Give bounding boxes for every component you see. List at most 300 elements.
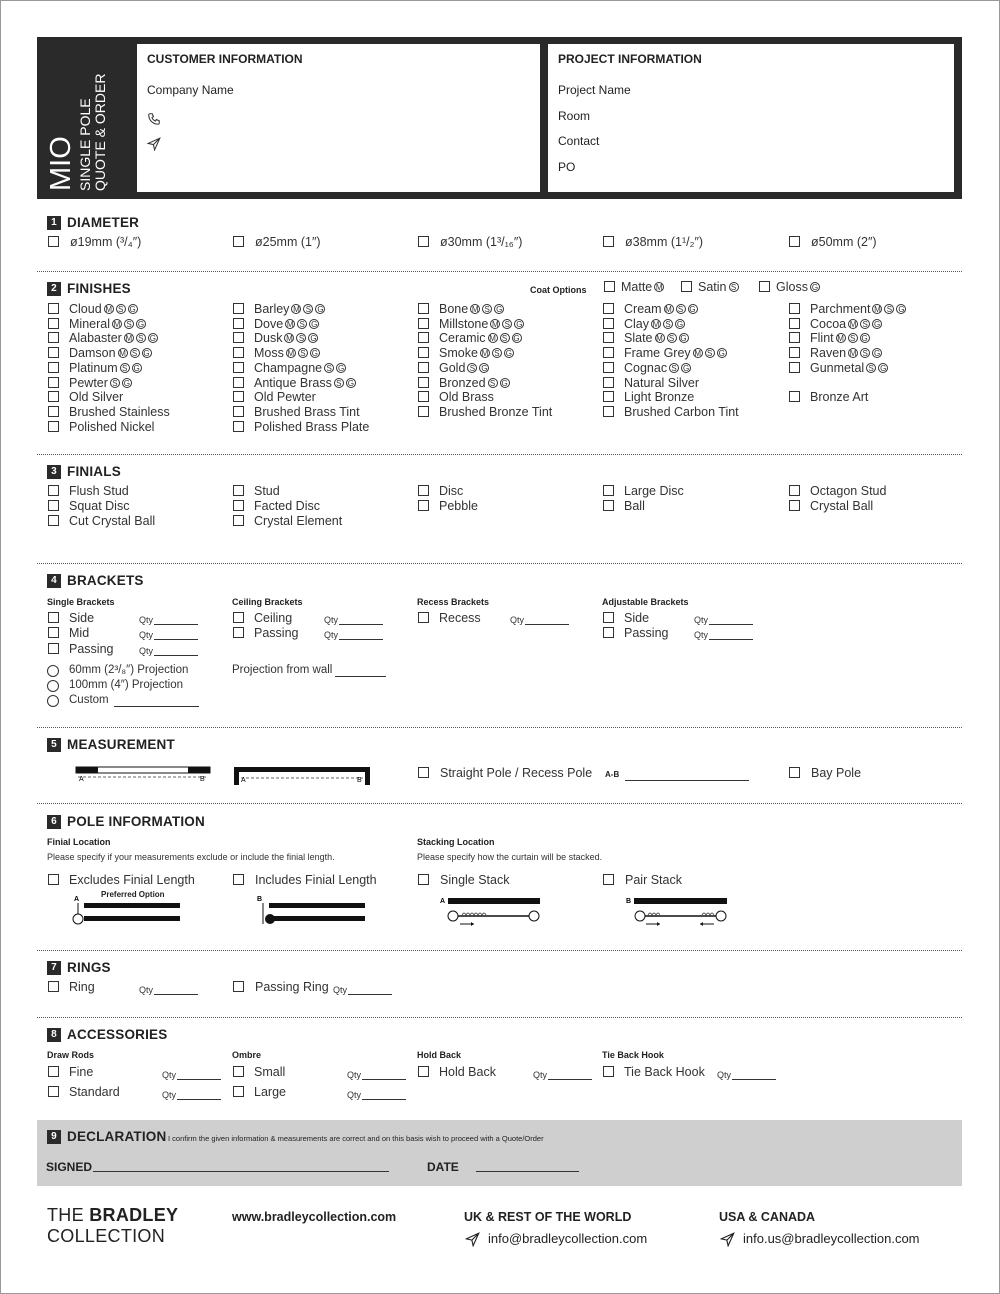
finial-checkbox[interactable]	[789, 485, 800, 496]
finish-checkbox[interactable]	[603, 406, 614, 417]
finish-label: Millstone	[439, 316, 489, 331]
finial-checkbox[interactable]	[418, 485, 429, 496]
divider	[37, 454, 962, 455]
qty-label: Qty	[533, 1070, 548, 1080]
ombre-checkbox[interactable]	[233, 1086, 244, 1097]
coat-badge: S	[492, 348, 502, 358]
coat-badge: G	[676, 319, 684, 329]
qty-label: Qty	[139, 615, 154, 625]
coat-badge: M	[491, 319, 499, 329]
finish-option	[254, 346, 320, 360]
finish-label: Alabaster	[69, 331, 122, 346]
coat-badge: G	[137, 319, 145, 329]
qty-input[interactable]	[154, 624, 198, 625]
measure-a-label: A	[79, 776, 84, 783]
bay-pole-checkbox[interactable]	[789, 767, 800, 778]
coat-checkbox[interactable]	[681, 281, 692, 292]
finish-option	[69, 302, 138, 316]
customer-info-title: CUSTOMER INFORMATION	[147, 52, 303, 66]
finish-option	[439, 376, 510, 390]
ring-checkbox[interactable]	[48, 981, 59, 992]
finish-label: Ceramic	[439, 331, 486, 346]
coat-badge: S	[296, 333, 306, 343]
finish-checkbox[interactable]	[233, 377, 244, 388]
coat-badge: M	[481, 349, 489, 359]
coat-badge: G	[149, 334, 156, 344]
single-bracket-checkbox[interactable]	[48, 627, 59, 638]
finial-checkbox[interactable]	[48, 485, 59, 496]
coat-badge: M	[471, 305, 479, 314]
ceiling-bracket-checkbox[interactable]	[233, 627, 244, 638]
finish-label: Polished Nickel	[69, 419, 155, 434]
projection-100-radio[interactable]	[47, 680, 59, 692]
single-bracket-checkbox[interactable]	[48, 612, 59, 623]
qty-input[interactable]	[177, 1099, 221, 1100]
section-accessories	[47, 1027, 167, 1042]
section-number: 1	[47, 216, 61, 230]
finish-label: Light Bronze	[624, 390, 695, 405]
single-stack-label: Single Stack	[440, 873, 510, 887]
coat-badge: G	[689, 305, 696, 314]
ceiling-bracket-label: Ceiling	[254, 611, 293, 625]
draw-label: Fine	[69, 1065, 94, 1079]
qty-input[interactable]	[525, 624, 569, 625]
includes-finial-label: Includes Finial Length	[255, 873, 377, 887]
pair-stack-diagram	[624, 894, 734, 930]
finish-checkbox[interactable]	[789, 362, 800, 373]
coat-badge: G	[505, 349, 513, 359]
finish-checkbox[interactable]	[418, 318, 429, 329]
coat-badge: S	[124, 319, 134, 329]
finish-label: Old Pewter	[254, 390, 316, 405]
finish-option	[254, 376, 356, 390]
finish-option	[439, 405, 552, 419]
qty-input[interactable]	[362, 1099, 406, 1100]
qty-label: Qty	[139, 630, 154, 641]
qty-input[interactable]	[339, 624, 383, 625]
ombre-label: Large	[254, 1085, 286, 1099]
finish-label: Dove	[254, 316, 284, 331]
straight-pole-diagram	[232, 763, 372, 787]
qty-label: Qty	[162, 1090, 177, 1100]
finish-checkbox[interactable]	[603, 318, 614, 329]
finish-checkbox[interactable]	[418, 362, 429, 373]
ombre-label: Small	[254, 1065, 286, 1079]
straight-pole-checkbox[interactable]	[418, 767, 429, 778]
finish-option	[439, 331, 522, 345]
section-title: ACCESSORIES	[67, 1027, 168, 1042]
contact-field[interactable]: Contact	[558, 134, 600, 148]
finish-option	[810, 302, 906, 316]
coat-badge: G	[311, 319, 318, 329]
coat-badge: S	[488, 378, 498, 388]
includes-finial-checkbox[interactable]	[233, 874, 244, 885]
qty-input[interactable]	[548, 1079, 592, 1080]
finish-checkbox[interactable]	[48, 391, 59, 402]
section-title: POLE INFORMATION	[67, 814, 205, 829]
finish-label: Frame Grey	[624, 346, 691, 361]
measure-b-label: B	[200, 776, 205, 783]
us-email-link[interactable]: info.us@bradleycollection.com	[743, 1231, 920, 1246]
finial-label: Crystal Ball	[810, 499, 874, 513]
section-declaration	[47, 1129, 166, 1144]
section-brackets	[47, 573, 144, 588]
finial-location-title: Finial Location	[47, 837, 111, 847]
qty-label: Qty	[139, 985, 154, 995]
finish-option	[439, 317, 524, 331]
finish-label: Gold	[439, 360, 466, 375]
coat-badge: S	[297, 319, 307, 329]
diameter-checkbox[interactable]	[48, 236, 59, 247]
finish-checkbox[interactable]	[48, 377, 59, 388]
finish-option	[810, 331, 870, 345]
qty-label: Qty	[347, 1090, 362, 1100]
qty-label: Qty	[324, 615, 339, 625]
finish-checkbox[interactable]	[603, 391, 614, 402]
coat-badge: S	[860, 319, 870, 329]
coat-badge: M	[656, 334, 663, 344]
qty-input[interactable]	[709, 624, 753, 625]
tie-back-hook-title: Tie Back Hook	[602, 1050, 664, 1060]
room-field[interactable]: Room	[558, 109, 591, 123]
ring-qty-input[interactable]	[154, 994, 198, 995]
finish-checkbox[interactable]	[233, 318, 244, 329]
coat-badge: M	[849, 349, 857, 359]
coat-badge: M	[286, 319, 294, 329]
recess-brackets-title: Recess Brackets	[417, 597, 490, 607]
passing-ring-label: Passing Ring	[255, 980, 329, 994]
diameter-checkbox[interactable]	[233, 236, 244, 247]
section-finishes	[47, 281, 131, 296]
single-stack-checkbox[interactable]	[418, 874, 429, 885]
diameter-checkbox[interactable]	[789, 236, 800, 247]
single-bracket-label: Passing	[69, 641, 114, 656]
finial-checkbox[interactable]	[48, 515, 59, 526]
adjustable-brackets-title: Adjustable Brackets	[602, 597, 689, 607]
phone-icon	[147, 112, 161, 126]
coat-badge: G	[874, 349, 881, 359]
section-title: MEASUREMENT	[67, 737, 175, 752]
coat-badge: G	[898, 305, 905, 314]
coat-badge: G	[513, 334, 520, 344]
finish-label: Brushed Stainless	[69, 404, 170, 419]
uk-title: UK & REST OF THE WORLD	[464, 1210, 632, 1224]
declaration-text: I confirm the given information & measurements are correct and on this basis wish to proceed with a Quote/Order	[168, 1134, 544, 1143]
finish-option	[439, 390, 494, 404]
coat-badge: G	[718, 349, 725, 359]
coat-badge: M	[665, 305, 672, 314]
finish-checkbox[interactable]	[233, 362, 244, 373]
single-bracket-label: Mid	[69, 626, 90, 641]
finial-checkbox[interactable]	[418, 500, 429, 511]
finish-option	[254, 317, 319, 331]
finish-checkbox[interactable]	[233, 406, 244, 417]
finial-checkbox[interactable]	[603, 500, 614, 511]
coat-badge: S	[669, 363, 679, 373]
finish-checkbox[interactable]	[603, 303, 614, 314]
qty-label: Qty	[347, 1070, 362, 1080]
finish-label: Cloud	[69, 302, 102, 316]
coat-options-label: Coat Options	[530, 285, 587, 295]
qty-input[interactable]	[709, 639, 753, 640]
coat-badge: M	[837, 334, 844, 344]
coat-badge: S	[729, 282, 739, 292]
finish-checkbox[interactable]	[233, 391, 244, 402]
finish-checkbox[interactable]	[418, 406, 429, 417]
project-name-field[interactable]: Project Name	[558, 83, 631, 97]
qty-input[interactable]	[362, 1079, 406, 1080]
finish-checkbox[interactable]	[48, 303, 59, 314]
finish-checkbox[interactable]	[789, 318, 800, 329]
single-bracket-checkbox[interactable]	[48, 643, 59, 654]
coat-badge: G	[496, 305, 503, 314]
measure-b-label: B	[357, 777, 362, 784]
section-title: FINIALS	[67, 464, 121, 479]
signature-input[interactable]	[93, 1171, 389, 1172]
project-info-title: PROJECT INFORMATION	[558, 52, 702, 66]
coat-badge: S	[667, 333, 677, 343]
finish-label: Barley	[254, 302, 290, 316]
finial-label: Facted Disc	[254, 499, 320, 513]
draw-checkbox[interactable]	[48, 1066, 59, 1077]
finish-checkbox[interactable]	[418, 332, 429, 343]
finish-checkbox[interactable]	[48, 362, 59, 373]
uk-email-link[interactable]: info@bradleycollection.com	[488, 1231, 648, 1246]
ombre-title: Ombre	[232, 1050, 262, 1060]
finish-checkbox[interactable]	[603, 347, 614, 358]
qty-input[interactable]	[154, 639, 198, 640]
finish-checkbox[interactable]	[48, 421, 59, 432]
passing-ring-checkbox[interactable]	[233, 981, 244, 992]
finish-checkbox[interactable]	[789, 303, 800, 314]
finish-checkbox[interactable]	[48, 318, 59, 329]
ab-measurement-input[interactable]	[625, 780, 749, 781]
date-input[interactable]	[476, 1171, 579, 1172]
finish-option	[254, 331, 318, 345]
finish-label: Parchment	[810, 302, 871, 316]
finish-label: Brushed Bronze Tint	[439, 404, 553, 419]
qty-label: Qty	[510, 615, 525, 625]
coat-label: Matte	[621, 280, 653, 294]
coat-badge: G	[311, 349, 318, 359]
finish-option	[254, 420, 369, 434]
diameter-label: ø25mm (1″)	[255, 235, 321, 249]
finish-checkbox[interactable]	[233, 347, 244, 358]
coat-badge: G	[880, 363, 887, 373]
finish-checkbox[interactable]	[789, 391, 800, 402]
diameter-checkbox[interactable]	[603, 236, 614, 247]
ceiling-brackets-title: Ceiling Brackets	[232, 597, 303, 607]
draw-checkbox[interactable]	[48, 1086, 59, 1097]
finish-checkbox[interactable]	[789, 332, 800, 343]
finial-checkbox[interactable]	[603, 485, 614, 496]
finish-checkbox[interactable]	[789, 347, 800, 358]
finish-label: Platinum	[69, 360, 118, 375]
pair-stack-checkbox[interactable]	[603, 874, 614, 885]
coat-badge: G	[310, 334, 317, 344]
tieback-checkbox[interactable]	[603, 1066, 614, 1077]
finish-option	[810, 361, 888, 375]
logo-the: THE	[47, 1205, 84, 1225]
finish-checkbox[interactable]	[418, 347, 429, 358]
finial-checkbox[interactable]	[789, 500, 800, 511]
adjustable-bracket-label: Side	[624, 611, 650, 625]
coat-option	[776, 280, 820, 294]
single-stack-diagram	[438, 894, 548, 930]
coat-badge: S	[467, 363, 477, 373]
finial-label: Large Disc	[624, 484, 684, 498]
finish-checkbox[interactable]	[418, 391, 429, 402]
section-measurement	[47, 737, 175, 752]
coat-badge: G	[481, 363, 488, 373]
divider	[37, 803, 962, 804]
coat-badge: M	[489, 334, 496, 344]
finish-checkbox[interactable]	[418, 377, 429, 388]
measure-a-label: A	[241, 777, 246, 784]
diameter-label: ø50mm (2″)	[811, 235, 877, 249]
coat-badge: G	[501, 378, 508, 388]
hold-back-title: Hold Back	[417, 1050, 462, 1060]
finial-checkbox[interactable]	[233, 515, 244, 526]
finish-label: Old Silver	[69, 390, 124, 405]
finial-label: Flush Stud	[69, 484, 129, 498]
diagram-b-label: B	[257, 896, 263, 903]
ombre-checkbox[interactable]	[233, 1066, 244, 1077]
finish-checkbox[interactable]	[233, 332, 244, 343]
finish-checkbox[interactable]	[603, 377, 614, 388]
finial-checkbox[interactable]	[233, 485, 244, 496]
finial-label: Octagon Stud	[810, 484, 887, 498]
finish-checkbox[interactable]	[48, 332, 59, 343]
includes-finial-diagram	[255, 892, 370, 928]
finish-checkbox[interactable]	[418, 303, 429, 314]
finish-label: Smoke	[439, 346, 478, 361]
projection-custom-label: Custom	[69, 694, 109, 706]
excludes-finial-diagram	[70, 892, 185, 928]
coat-badge: S	[866, 363, 876, 373]
finial-checkbox[interactable]	[48, 500, 59, 511]
finish-label: Bone	[439, 302, 469, 316]
finish-option	[810, 390, 868, 404]
finish-option	[254, 302, 325, 316]
tieback-label: Tie Back Hook	[624, 1065, 705, 1079]
declaration-box	[37, 1120, 962, 1186]
finish-label: Cream	[624, 302, 662, 316]
finish-label: Old Brass	[439, 390, 494, 405]
projection-from-wall-label: Projection from wall	[232, 664, 333, 676]
subtitle-single-pole: SINGLE POLE	[77, 98, 93, 191]
finish-checkbox[interactable]	[603, 332, 614, 343]
draw-rods-title: Draw Rods	[47, 1050, 95, 1060]
section-finials	[47, 464, 121, 479]
custom-projection-input[interactable]	[114, 706, 199, 707]
logo-bradley: BRADLEY	[89, 1205, 179, 1225]
customer-info-panel	[137, 44, 540, 192]
finish-label: Bronze Art	[810, 390, 869, 405]
finish-option	[810, 346, 882, 360]
send-icon	[465, 1232, 480, 1247]
coat-checkbox[interactable]	[604, 281, 615, 292]
coat-badge: M	[125, 334, 133, 344]
projection-60-radio[interactable]	[47, 665, 59, 677]
diameter-label: ø19mm (³/₄″)	[70, 235, 142, 249]
finial-label: Cut Crystal Ball	[69, 514, 156, 528]
coat-badge: G	[861, 334, 868, 344]
coat-badge: M	[286, 334, 293, 344]
finish-option	[624, 331, 689, 345]
section-number: 4	[47, 574, 61, 588]
finial-checkbox[interactable]	[233, 500, 244, 511]
finish-checkbox[interactable]	[48, 347, 59, 358]
divider	[37, 563, 962, 564]
qty-input[interactable]	[154, 655, 198, 656]
finish-checkbox[interactable]	[603, 362, 614, 373]
single-bracket-label: Side	[69, 611, 95, 625]
coat-badge: G	[682, 363, 690, 373]
passing-ring-qty-input[interactable]	[348, 994, 392, 995]
qty-label: Qty	[324, 630, 339, 641]
qty-label: Qty	[333, 985, 348, 995]
signed-label: SIGNED	[46, 1160, 93, 1174]
qty-label: Qty	[162, 1070, 177, 1080]
finish-option	[624, 390, 694, 404]
projection-custom-radio[interactable]	[47, 695, 59, 707]
qty-label: Qty	[717, 1070, 732, 1080]
finish-checkbox[interactable]	[48, 406, 59, 417]
coat-badge: M	[874, 305, 881, 314]
excludes-finial-checkbox[interactable]	[48, 874, 59, 885]
ceiling-bracket-checkbox[interactable]	[233, 612, 244, 623]
company-name-field[interactable]: Company Name	[147, 83, 234, 97]
coat-badge: G	[129, 305, 136, 314]
recess-bracket-checkbox[interactable]	[418, 612, 429, 623]
coat-badge: S	[298, 348, 308, 358]
coat-badge: S	[848, 333, 858, 343]
adjustable-bracket-checkbox[interactable]	[603, 627, 614, 638]
qty-input[interactable]	[732, 1079, 776, 1080]
finish-option	[624, 361, 691, 375]
stacking-location-desc: Please specify how the curtain will be stacked.	[417, 852, 603, 862]
po-field[interactable]: PO	[558, 160, 576, 174]
coat-badge: S	[136, 333, 146, 343]
draw-label: Standard	[69, 1085, 120, 1099]
section-title: BRACKETS	[67, 573, 144, 588]
finish-label: Brushed Carbon Tint	[624, 404, 739, 419]
coat-badge: S	[663, 319, 673, 329]
diagram-a-label: A	[74, 896, 80, 903]
website-link[interactable]: www.bradleycollection.com	[232, 1210, 397, 1224]
finish-checkbox[interactable]	[233, 421, 244, 432]
section-title: DECLARATION	[67, 1129, 167, 1144]
qty-input[interactable]	[177, 1079, 221, 1080]
section-number: 8	[47, 1028, 61, 1042]
coat-badge: G	[317, 305, 324, 314]
adjustable-bracket-checkbox[interactable]	[603, 612, 614, 623]
diameter-checkbox[interactable]	[418, 236, 429, 247]
projection-from-wall-input[interactable]	[335, 676, 386, 677]
adjustable-bracket-label: Passing	[624, 626, 669, 641]
finish-option	[254, 361, 346, 375]
coat-badge: G	[143, 349, 150, 359]
finish-checkbox[interactable]	[233, 303, 244, 314]
coat-checkbox[interactable]	[759, 281, 770, 292]
coat-option	[621, 280, 664, 294]
holdback-checkbox[interactable]	[418, 1066, 429, 1077]
qty-input[interactable]	[339, 639, 383, 640]
finial-label: Ball	[624, 499, 645, 513]
holdback-label: Hold Back	[439, 1065, 496, 1079]
finish-option	[624, 376, 699, 390]
